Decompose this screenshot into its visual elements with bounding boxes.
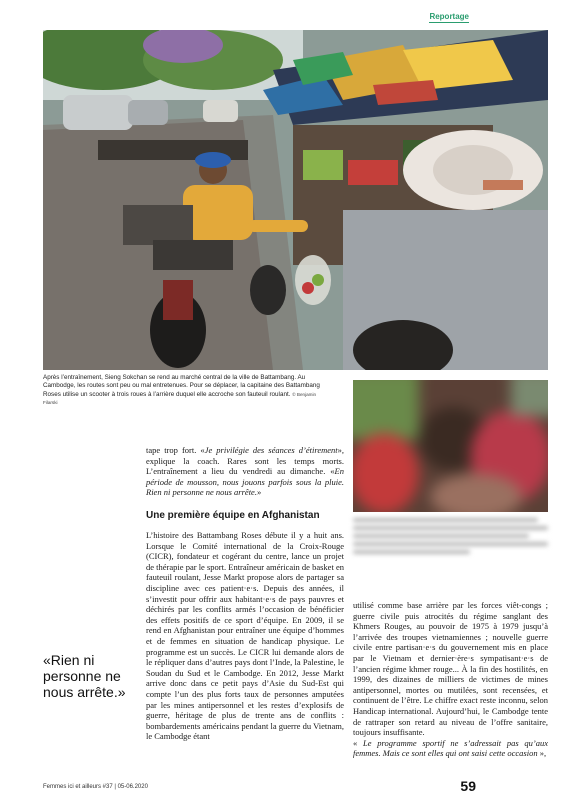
section-tag: Reportage — [429, 12, 469, 21]
quote-text: Le programme sportif ne s’adressait pas qu’aux femmes. Mais ce sont elles qui ont saisi cette occasion — [353, 737, 549, 759]
blurred-photo — [353, 380, 548, 512]
blurred-caption — [353, 518, 548, 562]
body-text: » — [256, 487, 262, 498]
photo-caption — [43, 374, 323, 408]
body-text: », — [539, 748, 547, 759]
magazine-folio: Femmes ici et ailleurs #37 | 05-06.2020 — [43, 784, 148, 790]
caption-text: Après l’entraînement, Sieng Sokchan se rend au marché central de la ville de Battambang. Au Cambodge, les routes sont peu ou mal entretenues. Pour se déplacer, la capitaine des Battambang Roses utilise un scooter à trois roues à l’arrière duquel elle accroche son fauteuil roulant. — [43, 374, 320, 398]
body-text: », explique la coach. Rares sont les temps morts. L’entraînement a lieu du vendredi au dimanche. « — [146, 445, 345, 477]
article-column-1 — [146, 530, 344, 742]
quote-text: En période de mousson, nous jouons parfois sous la pluie. Rien ni personne ne nous arrête. — [146, 466, 344, 498]
article-column-1-intro — [146, 445, 344, 498]
body-paragraph: utilisé comme base arrière par les forces viêt-congs ; guerre civile puis atrocités du régime sanglant des Khmers Rouges, au pouvoir de 1975 à 1979 jusqu’à l’arrivée des troupes vietnamiennes ; nouvelle guerre civile entre partisan·e·s du gouvernement mis en place par le Vietnam et dernier·ère·s sympatisant·e·s de l’ancien régime khmer rouge... À la fin des hostilités, en 1999, des dizaines de milliers de victimes de mines antipersonnel, mortes ou mutilées, sont recensées, et continuent de l’être. Le chiffre exact reste inconnu, selon Handicap international. Aujourd’hui, le Cambodge tente de rattraper son retard au niveau de l’offre sanitaire, toujours insuffisante. — [353, 600, 548, 738]
pull-quote: «Rien ni personne ne nous arrête.» — [43, 652, 126, 700]
body-text: « — [353, 737, 358, 748]
photo-credit: © Benjamin Filarski — [43, 391, 317, 406]
article-column-2 — [353, 600, 548, 759]
body-paragraph: L’histoire des Battambang Roses débute il y a huit ans. Lorsque le Comité international de la Croix-Rouge (CICR), fondateur et cogérant du centre, lance un projet de thérapie par le sport. Entraîneur américain de basket en fauteuil roulant, Jesse Markt propose alors de partager sa discipline avec ces patient·e·s. Depuis des années, il s’investit pour offrir aux habitant·e·s de pays pauvres et déchirés par les conflits armés l’occasion de bénéficier des effets positifs de ce sport d’équipe. En 2009, il se rend en Afghanistan pour entraîner une équipe d’hommes et de femmes en situation de handicap physique. Le programme est un succès. Le CICR lui demande alors de le répliquer dans d’autres pays dont l’Inde, la Palestine, le Soudan du Sud et le Cambodge. En 2012, Jesse Markt arrive donc dans ce petit pays d’Asie du Sud-Est qui compte l’un des plus forts taux de personnes amputées par les mines antipersonnel et les restes d’explosifs de guerre, héritage de plus de trente ans de conflits : bombardements américains pendant la guerre du Vietnam, le Cambodge étant — [146, 530, 344, 742]
main-photo — [43, 30, 548, 370]
quote-text: Je privilégie des séances d’étirement — [204, 445, 338, 455]
body-text: tape trop fort. « — [146, 445, 205, 455]
page-number: 59 — [460, 778, 476, 794]
section-heading: Une première équipe en Afghanistan — [146, 510, 320, 521]
